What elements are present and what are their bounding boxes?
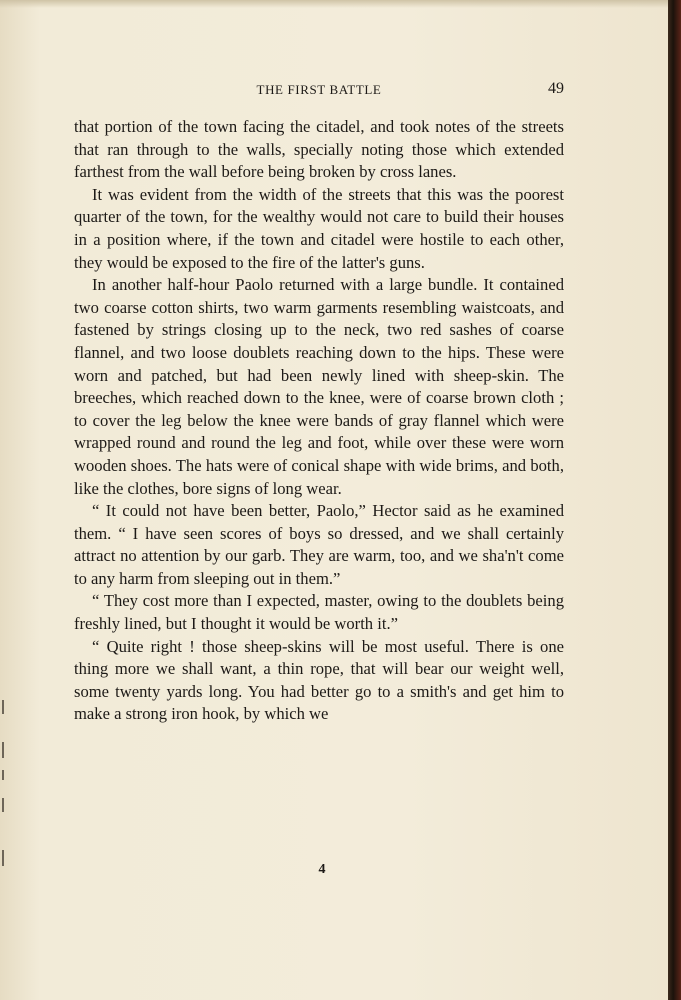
page-number: 49 [548, 80, 564, 97]
signature-mark: 4 [318, 862, 326, 877]
paragraph: It was evident from the width of the streets that this was the poorest quarter of the town, for the wealthy would not care to build their houses in a position where, if the town and citadel were hostile to each other, they would be exposed to the fire of the latter's guns. [74, 184, 564, 272]
book-edge [668, 0, 681, 1000]
body-text [74, 116, 564, 726]
paragraph: “ Quite right ! those sheep-skins will be most useful. There is one thing more we shall want, a thin rope, that will bear our weight well, some twenty yards long. You had better go to a smith's and get him to make a strong iron hook, by which we [74, 636, 564, 724]
paragraph: that portion of the town facing the citadel, and took notes of the streets that ran through to the walls, specially noting those which extended farthest from the wall before being broken by cross lanes. [74, 117, 564, 182]
paragraph: “ They cost more than I expected, master, owing to the doublets being freshly lined, but I thought it would be worth it.” [74, 591, 564, 634]
page-top-shadow [0, 0, 668, 8]
running-title: THE FIRST BATTLE [256, 82, 382, 97]
paragraph: “ It could not have been better, Paolo,” Hector said as he examined them. “ I have seen scores of boys so dressed, and we shall certainly attract no attention by our garb. They are warm, too, and we sha'n't come to any harm from sleeping out in them.” [74, 501, 564, 588]
margin-marks [0, 700, 10, 880]
running-head [74, 80, 564, 102]
paragraph: In another half-hour Paolo returned with a large bundle. It contained two coarse cotton shirts, two warm garments resembling waistcoats, and fastened by strings closing up to the neck, two red sashes of coarse flannel, and two loose doublets reaching down to the hips. These were worn and patched, but had been newly lined with sheep-skin. The breeches, which reached down to the knee, were of coarse brown cloth ; to cover the leg below the knee were bands of gray flannel which were wrapped round and round the leg and foot, while over these were worn wooden shoes. The hats were of conical shape with wide brims, and both, like the clothes, bore signs of long wear. [74, 275, 564, 498]
